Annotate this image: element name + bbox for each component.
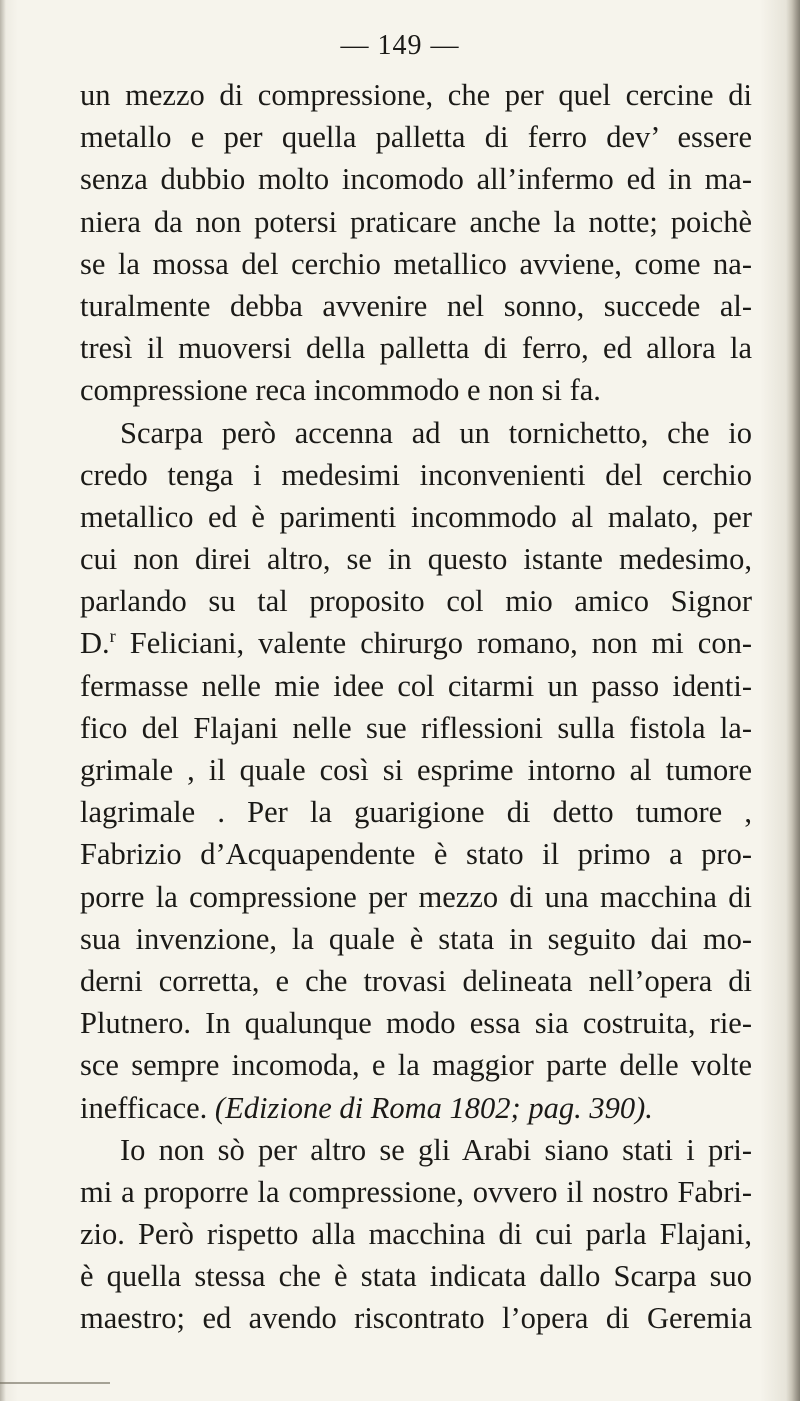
text-line-start: inefficace. bbox=[80, 1090, 215, 1125]
abbrev-doctor: D. bbox=[80, 626, 110, 661]
text-line: porre la compressione per mezzo di una macchina di bbox=[80, 879, 752, 914]
text-line: niera da non potersi praticare anche la notte; poichè bbox=[80, 204, 752, 239]
text-line: maestro; ed avendo riscontrato l’opera di Geremia bbox=[80, 1301, 752, 1336]
text-line: senza dubbio molto incomodo all’infermo ed in ma- bbox=[80, 162, 752, 197]
text-line: grimale , il quale così si esprime intorno al tumore bbox=[80, 753, 752, 787]
text-line: Plutnero. In qualunque modo essa sia costruita, rie- bbox=[80, 1006, 752, 1041]
text-line: fermasse nelle mie idee col citarmi un passo identi- bbox=[80, 668, 752, 703]
body-text bbox=[80, 74, 752, 1340]
text-line: fico del Flajani nelle sue riflessioni sulla fistola la- bbox=[80, 710, 752, 745]
text-line-rest: Feliciani, valente chirurgo romano, non mi con- bbox=[115, 626, 752, 661]
text-line: compressione reca incommodo e non si fa. bbox=[80, 373, 601, 408]
text-line-composite bbox=[80, 1087, 752, 1129]
text-line-composite bbox=[80, 622, 752, 664]
text-line: zio. Però rispetto alla macchina di cui parla Flajani, bbox=[80, 1217, 752, 1252]
page-binding-edge bbox=[786, 0, 800, 1401]
text-line: sua invenzione, la quale è stata in seguito dai mo- bbox=[80, 921, 752, 956]
page-number: — 149 — bbox=[340, 30, 460, 61]
text-line: metallo e per quella palletta di ferro dev’ essere bbox=[80, 120, 752, 155]
bottom-rule bbox=[0, 1382, 110, 1384]
text-line: un mezzo di compressione, che per quel cercine di bbox=[80, 78, 752, 112]
text-line: lagrimale . Per la guarigione di detto tumore , bbox=[80, 795, 752, 830]
text-line: tresì il muoversi della palletta di ferro, ed allora la bbox=[80, 331, 752, 366]
citation-italic: (Edizione di Roma 1802; pag. 390). bbox=[214, 1090, 653, 1125]
text-line: credo tenga i medesimi inconvenienti del cerchio bbox=[80, 457, 752, 492]
text-line: derni corretta, e che trovasi delineata nell’opera di bbox=[80, 963, 752, 998]
text-line: turalmente debba avvenire nel sonno, succede al- bbox=[80, 288, 752, 323]
text-line: metallico ed è parimenti incommodo al malato, per bbox=[80, 499, 752, 534]
text-line: sce sempre incomoda, e la maggior parte delle volte bbox=[80, 1048, 752, 1083]
text-line: se la mossa del cerchio metallico avviene, come na- bbox=[80, 246, 752, 281]
text-line: è quella stessa che è stata indicata dallo Scarpa suo bbox=[80, 1259, 752, 1294]
text-line: cui non direi altro, se in questo istante medesimo, bbox=[80, 542, 752, 577]
text-line: Scarpa però accenna ad un tornichetto, che io bbox=[120, 415, 752, 450]
text-line: Fabrizio d’Acquapendente è stato il primo a pro- bbox=[80, 837, 752, 872]
page-left-edge bbox=[0, 0, 6, 1401]
abbrev-superscript: r bbox=[109, 626, 116, 647]
text-line: mi a proporre la compressione, ovvero il nostro Fabri- bbox=[80, 1174, 752, 1209]
text-line: parlando su tal proposito col mio amico Signor bbox=[80, 584, 752, 619]
text-line: Io non sò per altro se gli Arabi siano stati i pri- bbox=[120, 1132, 752, 1167]
